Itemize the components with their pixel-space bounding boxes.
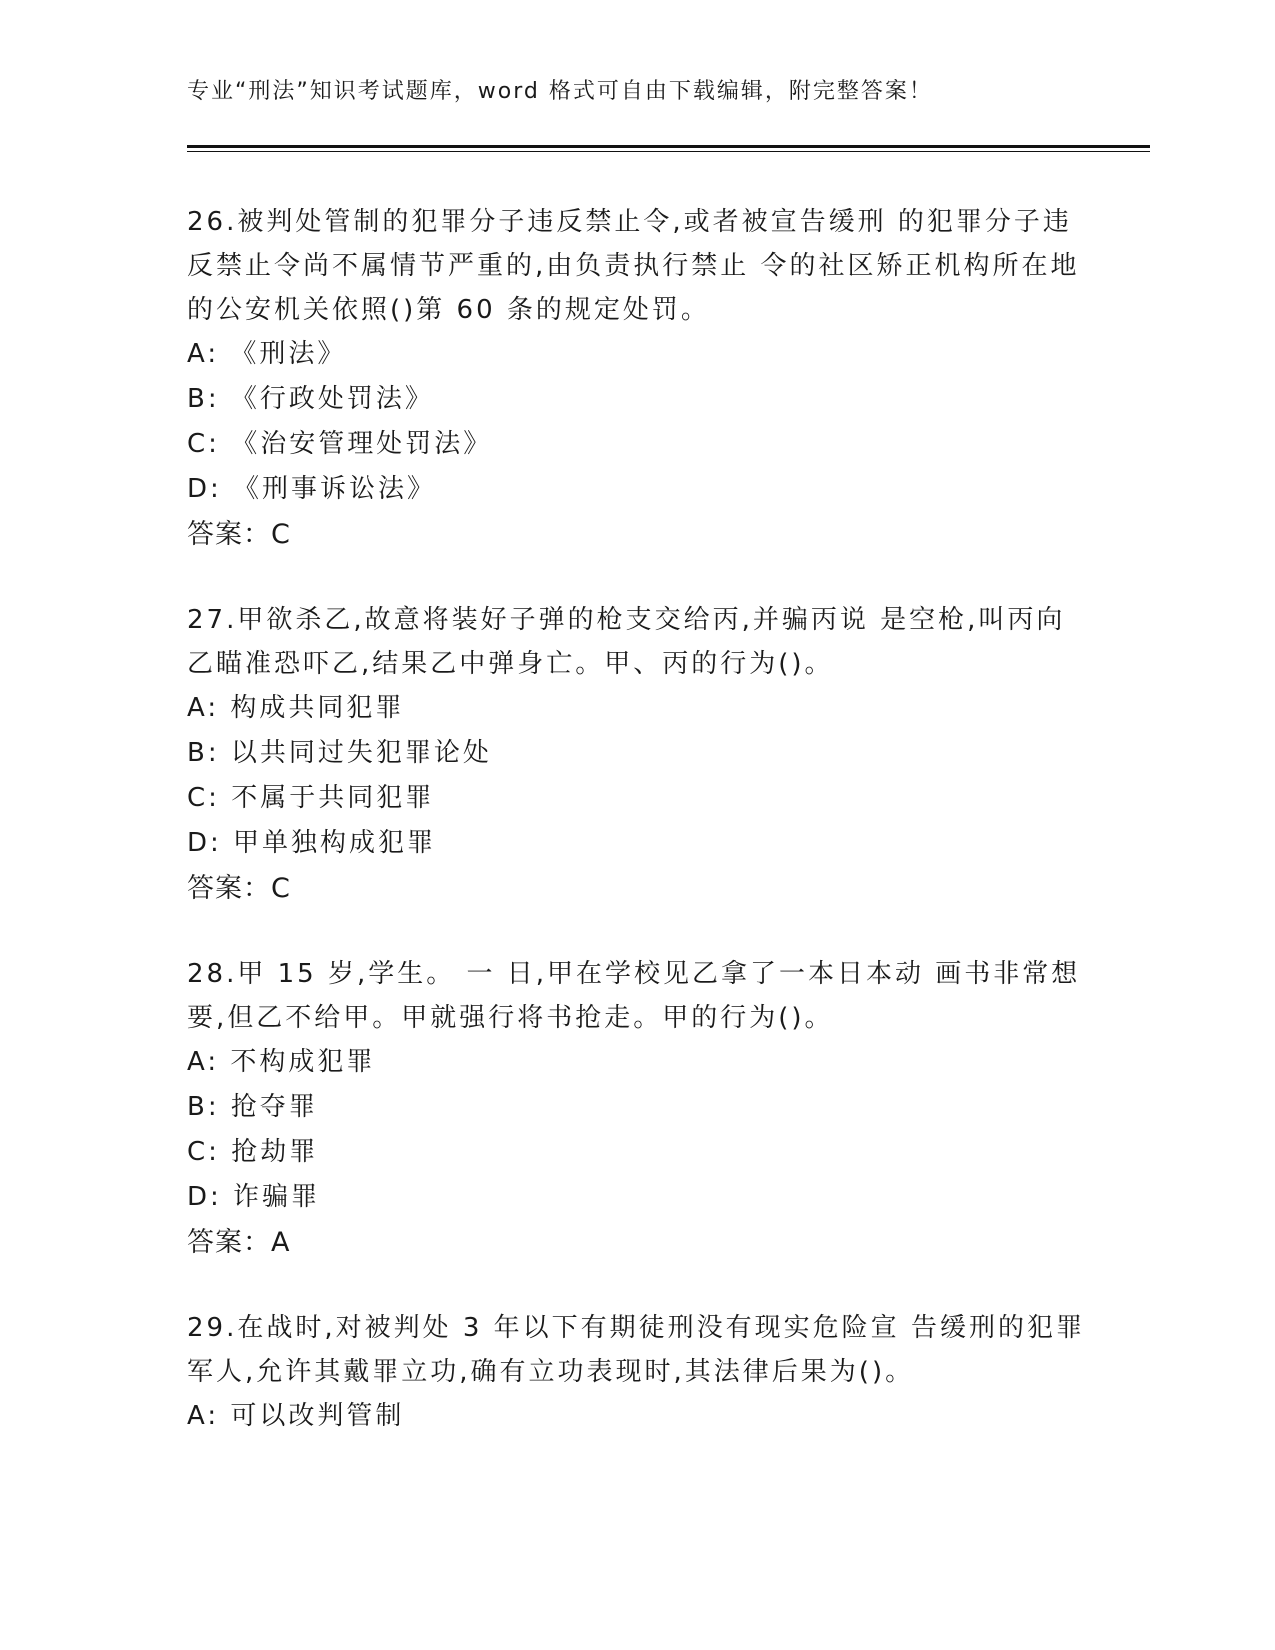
option-text: 以共同过失犯罪论处 [230,738,492,768]
option-b [187,731,1087,776]
question-text: 27.甲欲杀乙,故意将装好子弹的枪支交给丙,并骗丙说 是空枪,叫丙向乙瞄准恐吓乙,结果乙中弹身亡。甲、丙的行为()。 [187,605,1066,679]
option-c [187,422,1087,467]
option-text: 诈骗罪 [233,1182,321,1212]
option-b [187,377,1087,422]
question-list [187,200,1087,1479]
option-a [187,1040,1087,1085]
option-a [187,332,1087,377]
question-29 [187,1306,1087,1439]
question-text: 26.被判处管制的犯罪分子违反禁止令,或者被宣告缓刑 的犯罪分子违反禁止令尚不属情节严重的,由负责执行禁止 令的社区矫正机构所在地的公安机关依照()第 60 条的规定处罚。 [187,207,1080,325]
option-letter: D: [187,474,222,504]
question-27 [187,598,1087,912]
option-text: 《刑法》 [230,339,347,369]
option-letter: A: [187,693,220,723]
option-text: 抢夺罪 [230,1092,318,1122]
option-a [187,1394,1087,1439]
option-text: 可以改判管制 [230,1401,405,1431]
option-text: 抢劫罪 [231,1137,319,1167]
option-letter: C: [187,1137,220,1167]
option-letter: A: [187,1401,220,1431]
question-text: 28.甲 15 岁,学生。 一 日,甲在学校见乙拿了一本日本动 画书非常想要,但乙不给甲。甲就强行将书抢走。甲的行为()。 [187,959,1081,1033]
option-text: 构成共同犯罪 [230,693,405,723]
option-letter: D: [187,828,222,858]
page-header: 专业“刑法”知识考试题库，word 格式可自由下载编辑，附完整答案！ [187,79,933,104]
option-text: 《刑事诉讼法》 [233,474,437,504]
option-text: 甲单独构成犯罪 [233,828,437,858]
header-rule-thick [187,145,1150,148]
answer: 答案：A [187,1227,291,1258]
option-d [187,821,1087,866]
header-rule-thin [187,151,1150,152]
option-text: 不属于共同犯罪 [231,783,435,813]
option-b [187,1085,1087,1130]
option-letter: D: [187,1182,222,1212]
question-text: 29.在战时,对被判处 3 年以下有期徒刑没有现实危险宣 告缓刑的犯罪军人,允许其戴罪立功,确有立功表现时,其法律后果为()。 [187,1313,1085,1387]
option-a [187,686,1087,731]
answer: 答案：C [187,873,291,904]
option-d [187,1175,1087,1220]
option-c [187,1130,1087,1175]
option-letter: B: [187,1092,220,1122]
option-letter: C: [187,783,220,813]
option-c [187,776,1087,821]
option-letter: B: [187,738,220,768]
option-text: 《治安管理处罚法》 [231,429,493,459]
option-text: 不构成犯罪 [230,1047,376,1077]
question-28 [187,952,1087,1266]
option-letter: A: [187,339,220,369]
option-letter: C: [187,429,220,459]
answer: 答案：C [187,519,291,550]
question-26 [187,200,1087,558]
option-text: 《行政处罚法》 [230,384,434,414]
option-d [187,467,1087,512]
option-letter: A: [187,1047,220,1077]
option-letter: B: [187,384,220,414]
